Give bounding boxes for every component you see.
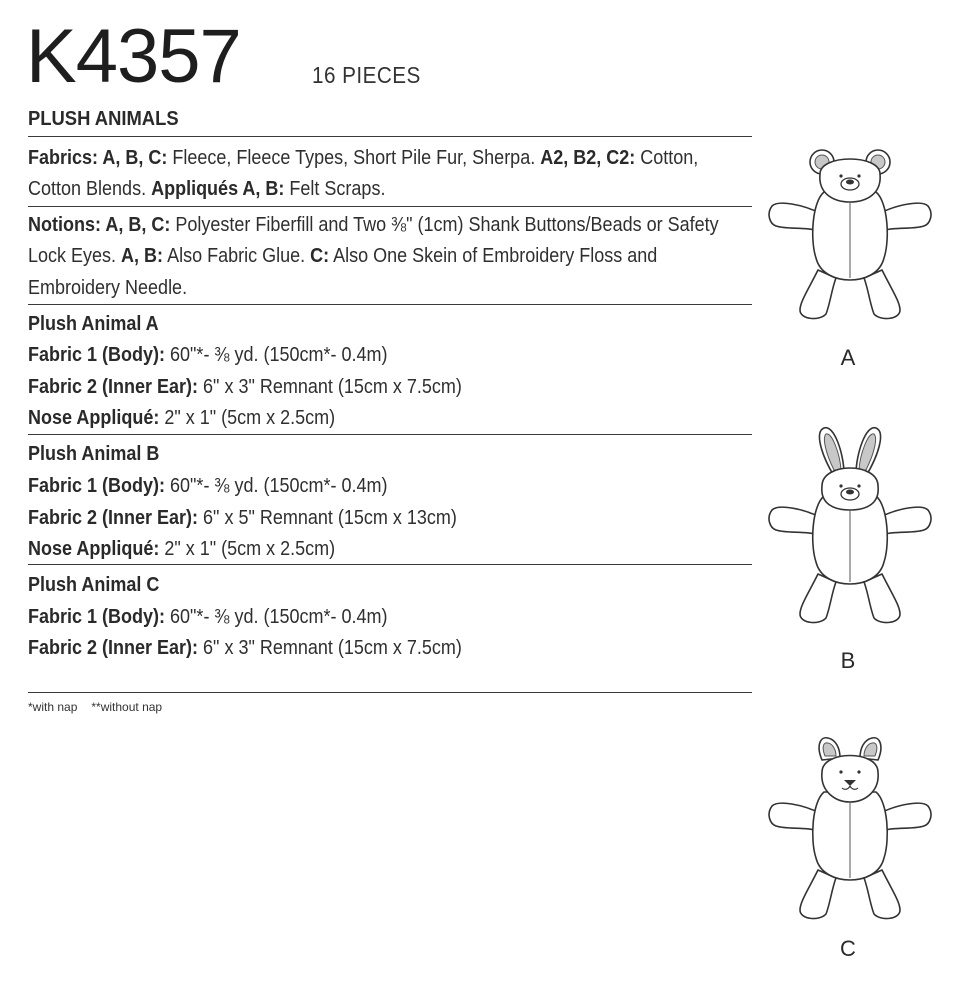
row-value: 6" x 3" Remnant (15cm x 7.5cm) xyxy=(198,637,462,659)
animal-c-title-text: Plush Animal C xyxy=(28,574,160,596)
divider xyxy=(28,206,752,207)
divider xyxy=(28,564,752,565)
animal-a-row xyxy=(28,344,387,366)
footnote xyxy=(28,700,162,714)
animal-c-title xyxy=(28,574,159,596)
divider xyxy=(28,692,752,693)
divider xyxy=(28,304,752,305)
bear-illustration xyxy=(762,140,938,330)
notions-label: Notions: A, B, C: xyxy=(28,214,171,236)
fabrics-line-2 xyxy=(28,178,385,200)
appliques-text: Felt Scraps. xyxy=(284,178,386,200)
animal-a-row xyxy=(28,376,462,398)
appliques-label: Appliqués A, B: xyxy=(151,178,285,200)
notions-label-ab: A, B: xyxy=(121,245,164,267)
animal-b-title xyxy=(28,443,159,465)
notions-line-2 xyxy=(28,245,657,267)
figure-b-label: B xyxy=(840,648,856,673)
row-label: Fabric 1 (Body): xyxy=(28,344,166,366)
row-label: Fabric 1 (Body): xyxy=(28,606,166,628)
mouse-illustration xyxy=(762,734,938,930)
row-label: Fabric 2 (Inner Ear): xyxy=(28,637,199,659)
notions-text-3: Also Fabric Glue. xyxy=(163,245,311,267)
divider xyxy=(28,434,752,435)
fabrics-line-1 xyxy=(28,147,698,169)
notions-text-4: Also One Skein of Embroidery Floss and xyxy=(329,245,658,267)
fabrics-label: Fabrics: A, B, C: xyxy=(28,147,168,169)
row-label: Nose Appliqué: xyxy=(28,407,160,429)
fabrics-text-3: Cotton Blends. xyxy=(28,178,152,200)
divider xyxy=(28,136,752,137)
row-value: 2" x 1" (5cm x 2.5cm) xyxy=(159,407,336,429)
row-value: 2" x 1" (5cm x 2.5cm) xyxy=(159,538,336,560)
animal-a-row xyxy=(28,407,335,429)
notions-line-1 xyxy=(28,214,719,236)
footnote-without-nap: **without nap xyxy=(91,700,163,714)
row-value: 60"*- ⅜ yd. (150cm*- 0.4m) xyxy=(165,606,388,628)
row-label: Fabric 2 (Inner Ear): xyxy=(28,376,199,398)
bunny-illustration xyxy=(762,424,938,634)
section-title: PLUSH ANIMALS xyxy=(28,108,179,130)
notions-label-c: C: xyxy=(310,245,330,267)
fabrics-label-2: A2, B2, C2: xyxy=(540,147,636,169)
fabrics-text: Fleece, Fleece Types, Short Pile Fur, Sherpa. xyxy=(167,147,541,169)
fabrics-text-2: Cotton, xyxy=(635,147,699,169)
animal-c-row xyxy=(28,606,387,628)
notions-text: Polyester Fiberfill and Two ⅜" (1cm) Shank Buttons/Beads or Safety xyxy=(170,214,719,236)
animal-c-row xyxy=(28,637,462,659)
animal-a-title xyxy=(28,313,159,335)
animal-b-row xyxy=(28,507,457,529)
footnote-with-nap: *with nap xyxy=(28,700,78,714)
notions-line-3: Embroidery Needle. xyxy=(28,277,188,299)
pieces-count: 16 PIECES xyxy=(312,62,421,88)
notions-text-2: Lock Eyes. xyxy=(28,245,122,267)
animal-a-title-text: Plush Animal A xyxy=(28,313,159,335)
animal-b-row xyxy=(28,538,335,560)
row-value: 60"*- ⅜ yd. (150cm*- 0.4m) xyxy=(165,475,388,497)
row-label: Fabric 1 (Body): xyxy=(28,475,166,497)
row-value: 6" x 5" Remnant (15cm x 13cm) xyxy=(198,507,457,529)
pattern-number: K4357 xyxy=(26,14,241,99)
animal-b-row xyxy=(28,475,387,497)
figure-c-label: C xyxy=(840,936,856,961)
row-value: 60"*- ⅜ yd. (150cm*- 0.4m) xyxy=(165,344,388,366)
row-label: Nose Appliqué: xyxy=(28,538,160,560)
row-label: Fabric 2 (Inner Ear): xyxy=(28,507,199,529)
animal-b-title-text: Plush Animal B xyxy=(28,443,160,465)
row-value: 6" x 3" Remnant (15cm x 7.5cm) xyxy=(198,376,462,398)
figure-a-label: A xyxy=(840,345,856,370)
